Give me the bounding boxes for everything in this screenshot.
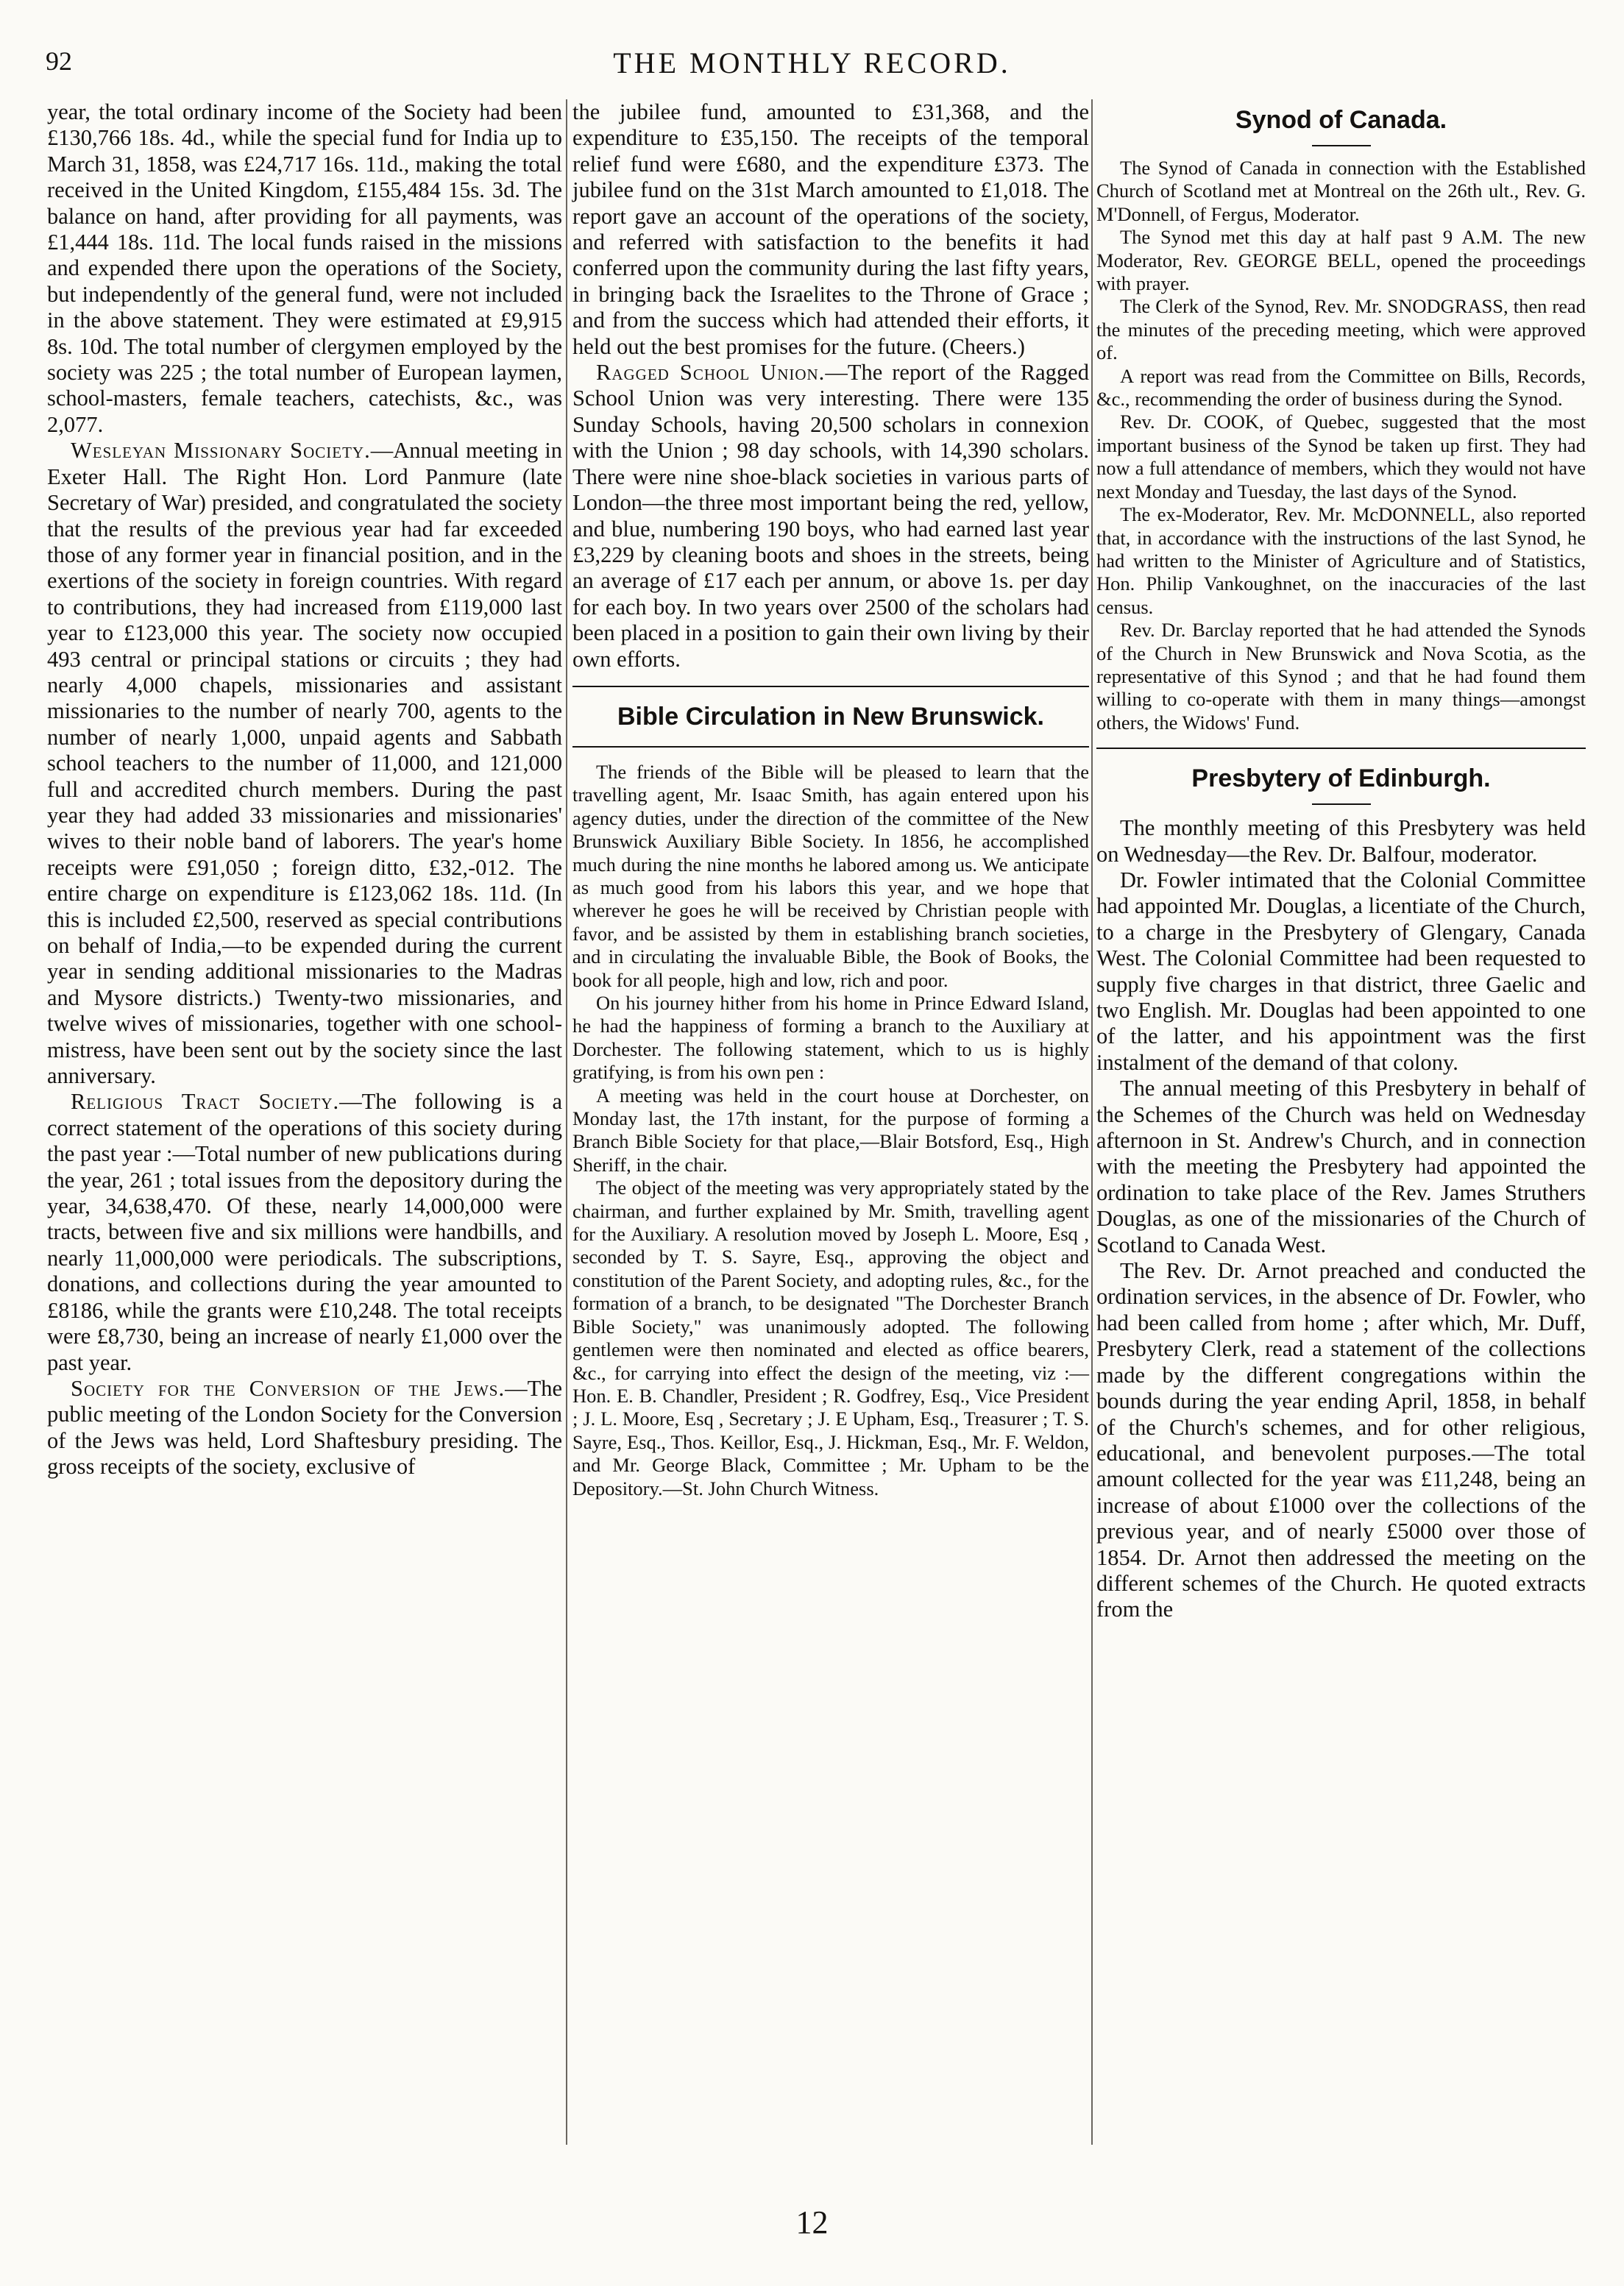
paragraph-wesleyan (47, 438, 562, 1089)
column-2 (572, 99, 1089, 1500)
paragraph-synod-7: Rev. Dr. Barclay reported that he had attended the Synods of the Church in New Brunswick and Nova Scotia, as the representative of this Synod ; and that he had found them willing to co-operate with them in many things—amongst others, the Widows' Fund. (1096, 619, 1586, 734)
column-1 (47, 99, 562, 1480)
jews-lead: Society for the Conversion of the Jews. (71, 1375, 506, 1401)
jews-body: —The public meeting of the London Society for the Conversion of the Jews was held, Lord Shaftesbury presiding. The gross receipts of the society, exclusive of (47, 1375, 562, 1480)
wesleyan-lead: Wesleyan Missionary Society. (71, 438, 371, 464)
heading-rule (1312, 145, 1371, 146)
ragged-body: —The report of the Ragged School Union was very interesting. There were 135 Sunday Schools, having 20,500 scholars in connexion with the Union ; 98 day schools, with 14,390 scholars. There were nine shoe-black societies in various parts of London—the three most important being the red, yellow, and blue, numbering 190 boys, who had earned last year £3,229 by cleaning boots and shoes in the streets, being an average of £17 each per annum, or above 1s. per day for each boy. In two years over 2500 of the scholars had been placed in a position to gain their own living by their own efforts. (572, 360, 1089, 672)
wesleyan-body: —Annual meeting in Exeter Hall. The Right Hon. Lord Panmure (late Secretary of War) presided, and congratulated the society that the results of the previous year had far exceeded those of any former year in financial position, and in the exertions of the society in foreign countries. With regard to contributions, they had increased from £119,000 last year to £123,000 this year. The society now occupied 493 central or principal stations or circuits ; they had nearly 4,000 chapels, missionaries and assistant missionaries to the number of nearly 700, agents to the number of nearly 1,000, unpaid agents and Sabbath school teachers to the number of 11,000, and 121,000 full and accredited church members. During the past year they had added 33 missionaries and missionaries' wives to their noble band of laborers. The year's home receipts were £91,050 ; foreign ditto, £32,-012. The entire charge on expenditure is £123,062 18s. 11d. (In this is included £2,500, reserved as special contributions on behalf of India,—to be expended during the current year in sending additional missionaries to the Madras and Mysore districts.) Twenty-two missionaries, and twelve wives of missionaries, together with one school-mistress, have been sent out by the society since the last anniversary. (47, 438, 562, 1089)
tract-body: —The following is a correct statement of the operations of this society during the past year :—Total number of new publications during the year, 261 ; total issues from the depository during the year, 34,638,470. Of these, nearly 14,000,000 were tracts, between five and six millions were handbills, and nearly 11,000,000 were periodicals. The subscriptions, donations, and collections during the year amounted to £8186, while the grants were £10,248. The total receipts were £8,730, being an increase of nearly £1,000 over the past year. (47, 1089, 563, 1375)
paragraph-income: year, the total ordinary income of the Society had been £130,766 18s. 4d., while the special fund for India up to March 31, 1858, was £24,717 16s. 11d., making the total received in the United Kingdom, £155,484 15s. 3d. The balance on hand, after providing for all payments, was £1,444 18s. 11d. The local funds raised in the missions and expended there upon the operations of the Society, but independently of the general fund, were not included in the above statement. They were estimated at £9,915 8s. 10d. The total number of clergymen employed by the society was 225 ; the total number of European laymen, school-masters, female teachers, catechists, &c., was 2,077. (47, 99, 562, 437)
page-header (0, 46, 1624, 90)
paragraph-bible-friends: The friends of the Bible will be pleased to learn that the travelling agent, Mr. Isaac Smith, has again entered upon his agency duties, under the direction of the committee of the New Brunswick Auxiliary Bible Society. In 1856, he accomplished much during the nine months he labored among us. We anticipate as much good from his labors this year, and we hope that wherever he goes he will be received by Christian people with favor, and be assisted by them in establishing branch societies, and in circulating the invaluable Bible, the Book of Books, the book for all people, high and low, rich and poor. (572, 760, 1089, 991)
heading-presbytery-edinburgh: Presbytery of Edinburgh. (1191, 764, 1491, 793)
ragged-lead: Ragged School Union. (596, 360, 826, 386)
paragraph-presbytery-2: Dr. Fowler intimated that the Colonial Committee had appointed Mr. Douglas, a licentiate of the Church, to a charge in the Presbytery of Glengary, Canada West. The Colonial Committee had been requested to supply five charges in that district, three Gaelic and two English. Mr. Douglas had been appointed to one of the latter, and his appointment was the first instalment of the demand of that colony. (1096, 867, 1586, 1075)
heading-rule (1312, 803, 1371, 805)
paragraph-synod-3: The Clerk of the Synod, Rev. Mr. SNODGRASS, then read the minutes of the preceding meeting, which were approved of. (1096, 295, 1586, 364)
paragraph-bible-journey: On his journey hither from his home in Prince Edward Island, he had the happiness of forming a branch to the Auxiliary at Dorchester. The following statement, which to us is highly gratifying, is from his own pen : (572, 992, 1089, 1084)
heading-synod-canada: Synod of Canada. (1235, 106, 1447, 134)
column-rule-left (566, 99, 567, 2145)
synod-article (1096, 157, 1586, 734)
paragraph-presbytery-1: The monthly meeting of this Presbytery was held on Wednesday—the Rev. Dr. Balfour, moderator. (1096, 815, 1586, 867)
paragraph-ragged-school (572, 360, 1089, 672)
paragraph-synod-6: The ex-Moderator, Rev. Mr. McDONNELL, also reported that, in accordance with the instructions of the last Synod, he had written to the Minister of Agriculture and of Statistics, Hon. Philip Vankoughnet, on the inaccuracies of the last census. (1096, 503, 1586, 618)
heading-bible-circulation: Bible Circulation in New Brunswick. (617, 702, 1044, 731)
paragraph-synod-2: The Synod met this day at half past 9 A.M. The new Moderator, Rev. GEORGE BELL, opened the proceedings with prayer. (1096, 226, 1586, 295)
page-number: 92 (46, 46, 72, 76)
paragraph-presbytery-4: The Rev. Dr. Arnot preached and conducted the ordination services, in the absence of Dr. Fowler, who had been called from home ; after which, Mr. Duff, Presbytery Clerk, read a statement of the collections made by the different congregations within the bounds during the year ending April, 1858, in behalf of the Church's schemes, and for other religious, educational, and benevolent purposes.—The total amount collected for the year was £11,248, being an increase of about £1000 over the collections of the previous year, and of nearly £5000 over those of 1854. Dr. Arnot then addressed the meeting on the different schemes of the Church. He quoted extracts from the (1096, 1258, 1586, 1622)
paragraph-presbytery-3: The annual meeting of this Presbytery in behalf of the Schemes of the Church was held on Wednesday afternoon in St. Andrew's Church, and in connection with the meeting the Presbytery had appointed the ordination to take place of the Rev. James Struthers Douglas, as one of the missionaries of the Church of Scotland to Canada West. (1096, 1076, 1586, 1257)
paragraph-jews-society (47, 1376, 562, 1480)
section-rule (572, 686, 1089, 687)
running-title: THE MONTHLY RECORD. (613, 46, 1011, 79)
paragraph-bible-meeting: A meeting was held in the court house at Dorchester, on Monday last, the 17th instant, for the purpose of forming a Branch Bible Society for that place,—Blair Botsford, Esq., High Sheriff, in the chair. (572, 1084, 1089, 1176)
paragraph-synod-5: Rev. Dr. COOK, of Quebec, suggested that the most important business of the Synod be taken up first. They had now a full attendance of members, which they would not have next Monday and Tuesday, the last days of the Synod. (1096, 411, 1586, 503)
signature-mark: 12 (795, 2204, 829, 2240)
paragraph-bible-object: The object of the meeting was very appropriately stated by the chairman, and further explained by Mr. Smith, travelling agent for the Auxiliary. A resolution moved by Joseph L. Moore, Esq , seconded by T. S. Sayre, Esq., approving the object and constitution of the Parent Society, and adopting rules, &c., for the formation of a branch, to be designated "The Dorchester Branch Bible Society," was unanimously adopted. The following gentlemen were then nominated and elected as office bearers, &c., for carrying into effect the design of the meeting, viz :—Hon. E. B. Chandler, President ; R. Godfrey, Esq., Vice President ; J. L. Moore, Esq , Secretary ; J. E Upham, Esq., Treasurer ; T. S. Sayre, Esq., Thos. Keillor, Esq., J. Hickman, Esq., Mr. F. Weldon, and Mr. George Black, Committee ; Mr. Upham to be the Depository.—St. John Church Witness. (572, 1176, 1089, 1499)
section-rule (1096, 748, 1586, 749)
section-rule (572, 746, 1089, 748)
paragraph-synod-1: The Synod of Canada in connection with the Established Church of Scotland met at Montreal on the 26th ult., Rev. G. M'Donnell, of Fergus, Moderator. (1096, 157, 1586, 225)
column-rule-right (1091, 99, 1093, 2145)
tract-lead: Religious Tract Society. (71, 1089, 340, 1115)
paragraph-synod-4: A report was read from the Committee on Bills, Records, &c., recommending the order of business during the Synod. (1096, 364, 1586, 411)
paragraph-jubilee: the jubilee fund, amounted to £31,368, and the expenditure to £35,150. The receipts of the temporal relief fund were £680, and the expenditure £373. The jubilee fund on the 31st March amounted to £1,018. The report gave an account of the operations of the society, and referred with satisfaction to the benefits it had conferred upon the community during the last fifty years, in bringing back the Israelites to the Throne of Grace ; and from the success which had attended their efforts, it held out the best promises for the future. (Cheers.) (572, 99, 1089, 359)
paragraph-tract-society (47, 1089, 562, 1375)
column-3 (1096, 99, 1586, 1623)
bible-article (572, 761, 1089, 1500)
